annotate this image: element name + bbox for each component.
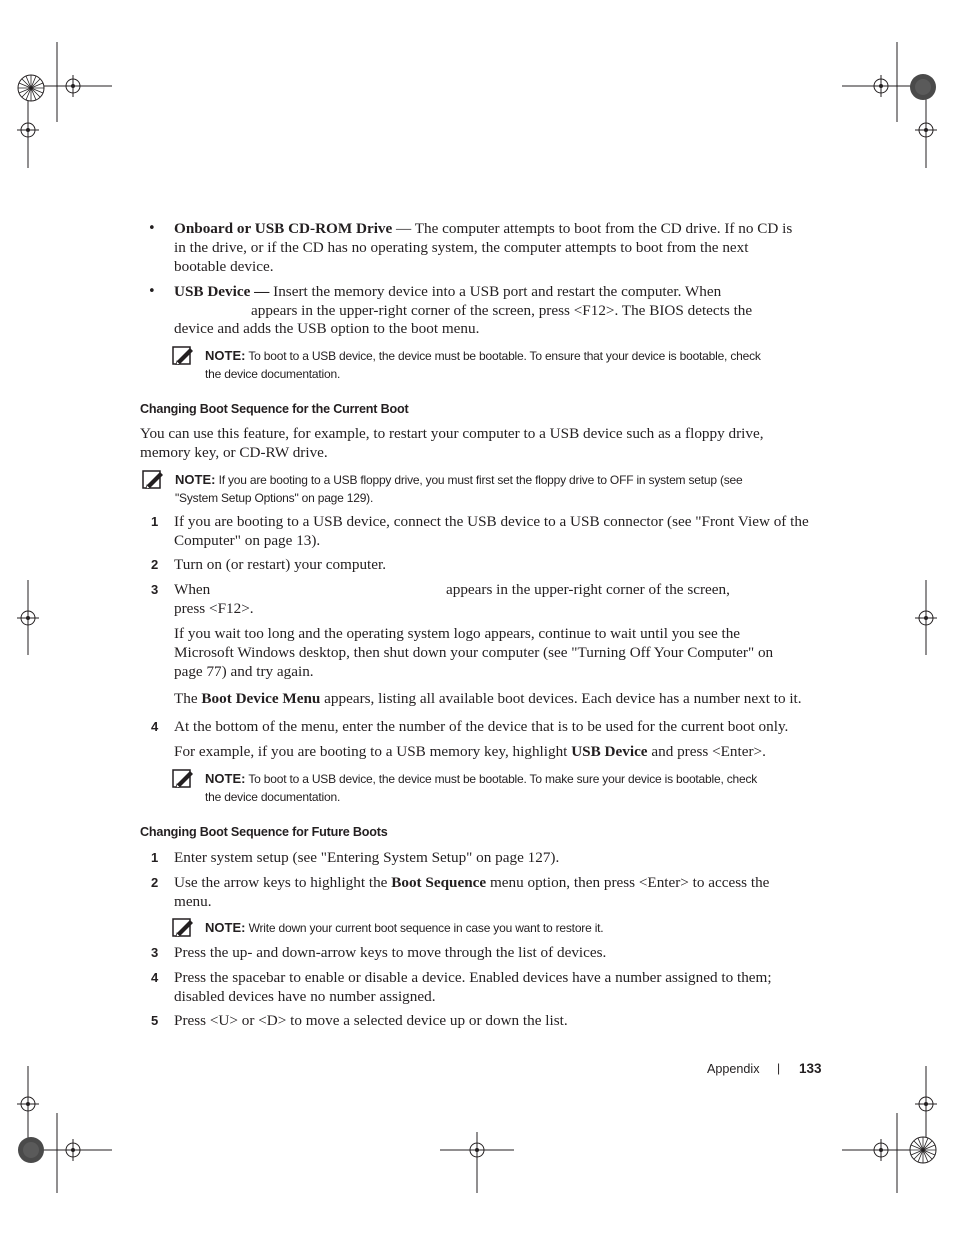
section-heading-future-boots: Changing Boot Sequence for Future Boots (140, 825, 388, 839)
step-text: Turn on (or restart) your computer. (174, 556, 387, 573)
step-item (174, 874, 769, 912)
intro-text: You can use this feature, for example, to restart your computer to a USB device such as a floppy drive, (140, 425, 764, 442)
step-text: appears, listing all available boot devices. Each device has a number next to it. (320, 690, 802, 707)
step-text: Computer" on page 13). (174, 531, 321, 549)
step-number: 2 (151, 875, 159, 890)
note-usb-floppy (175, 471, 743, 507)
note-text: "System Setup Options" on page 129). (175, 490, 374, 505)
note-usb-bootable (205, 347, 761, 383)
bullet-text: bootable device. (174, 257, 274, 275)
note-write-down-sequence (205, 919, 603, 938)
step-text: menu. (174, 892, 212, 910)
step-text: Enter system setup (see "Entering System Setup" on page 127). (174, 849, 560, 866)
step-text: disabled devices have no number assigned. (174, 987, 436, 1005)
step3-menu-paragraph (174, 690, 802, 709)
note-text: the device documentation. (205, 789, 341, 804)
bullet-marker: • (148, 221, 156, 236)
note-text: To boot to a USB device, the device must be bootable. To make sure your device is bootable, check (248, 772, 758, 786)
note-text: the device documentation. (205, 366, 341, 381)
intro-text: memory key, or CD-RW drive. (140, 443, 328, 461)
step-text: page 77) and try again. (174, 662, 314, 680)
step-item (174, 513, 809, 551)
step-text: menu option, then press <Enter> to access the (486, 874, 770, 891)
menu-option: USB Device (571, 743, 648, 760)
bullet-marker: • (148, 284, 156, 299)
step-text: If you are booting to a USB device, connect the USB device to a USB connector (see "Front View of the (174, 513, 809, 530)
step-number: 4 (151, 970, 159, 985)
bullet-term: USB Device — (174, 283, 270, 300)
note-pencil-icon (142, 470, 164, 489)
step-text: The (174, 690, 202, 707)
step-text: If you wait too long and the operating system logo appears, continue to wait until you see the (174, 625, 741, 642)
note-text: If you are booting to a USB floppy drive, you must first set the floppy drive to OFF in system setup (see (218, 473, 743, 487)
note-text: Write down your current boot sequence in case you want to restore it. (248, 921, 604, 935)
step-number: 1 (151, 514, 159, 529)
step-text: Microsoft Windows desktop, then shut down your computer (see "Turning Off Your Computer" on (174, 643, 774, 661)
bullet-item-cdrom (174, 220, 792, 276)
step-number: 4 (151, 719, 159, 734)
note-pencil-icon (172, 346, 194, 365)
menu-option: Boot Sequence (391, 874, 487, 891)
step-number: 3 (151, 945, 159, 960)
note-pencil-icon (172, 769, 194, 788)
bullet-text: appears in the upper-right corner of the screen, press <F12>. The BIOS detects the (251, 301, 753, 319)
step-text: Press <U> or <D> to move a selected device up or down the list. (174, 1012, 568, 1029)
section-intro (140, 425, 764, 463)
footer-separator: | (777, 1061, 781, 1075)
note-usb-bootable-2 (205, 770, 757, 806)
step-number: 3 (151, 582, 159, 597)
step-item (174, 969, 772, 1007)
note-label: NOTE: (175, 472, 216, 487)
menu-name: Boot Device Menu (201, 690, 321, 707)
step-text: Press the up- and down-arrow keys to move through the list of devices. (174, 944, 607, 961)
note-label: NOTE: (205, 348, 246, 363)
section-heading-current-boot: Changing Boot Sequence for the Current Boot (140, 402, 409, 416)
bullet-term: Onboard or USB CD-ROM Drive (174, 220, 393, 237)
step-number: 5 (151, 1013, 159, 1028)
step4-example (174, 743, 766, 762)
footer-section-name: Appendix (707, 1062, 760, 1076)
step-text: and press <Enter>. (647, 743, 766, 760)
step-text: For example, if you are booting to a USB memory key, highlight (174, 743, 572, 760)
step-text: Press the spacebar to enable or disable a device. Enabled devices have a number assigned to them; (174, 969, 772, 986)
page-number: 133 (799, 1061, 822, 1076)
bullet-text: device and adds the USB option to the boot menu. (174, 320, 480, 337)
bullet-item-usb (174, 283, 752, 321)
step-text: appears in the upper-right corner of the screen, (446, 581, 730, 598)
step-text: press <F12>. (174, 600, 254, 617)
bullet-text: Insert the memory device into a USB port and restart the computer. When (269, 283, 722, 300)
step-number: 1 (151, 850, 159, 865)
note-pencil-icon (172, 918, 194, 937)
bullet-text: — The computer attempts to boot from the CD drive. If no CD is (392, 220, 793, 237)
step3-paragraph (174, 625, 773, 681)
step-text: Use the arrow keys to highlight the (174, 874, 392, 891)
note-label: NOTE: (205, 920, 246, 935)
step-text: When (174, 581, 211, 598)
step-text: At the bottom of the menu, enter the number of the device that is to be used for the current boot only. (174, 718, 789, 735)
note-text: To boot to a USB device, the device must be bootable. To ensure that your device is bootable, check (248, 349, 761, 363)
step-number: 2 (151, 557, 159, 572)
note-label: NOTE: (205, 771, 246, 786)
bullet-text: in the drive, or if the CD has no operating system, the computer attempts to boot from the next (174, 238, 749, 256)
